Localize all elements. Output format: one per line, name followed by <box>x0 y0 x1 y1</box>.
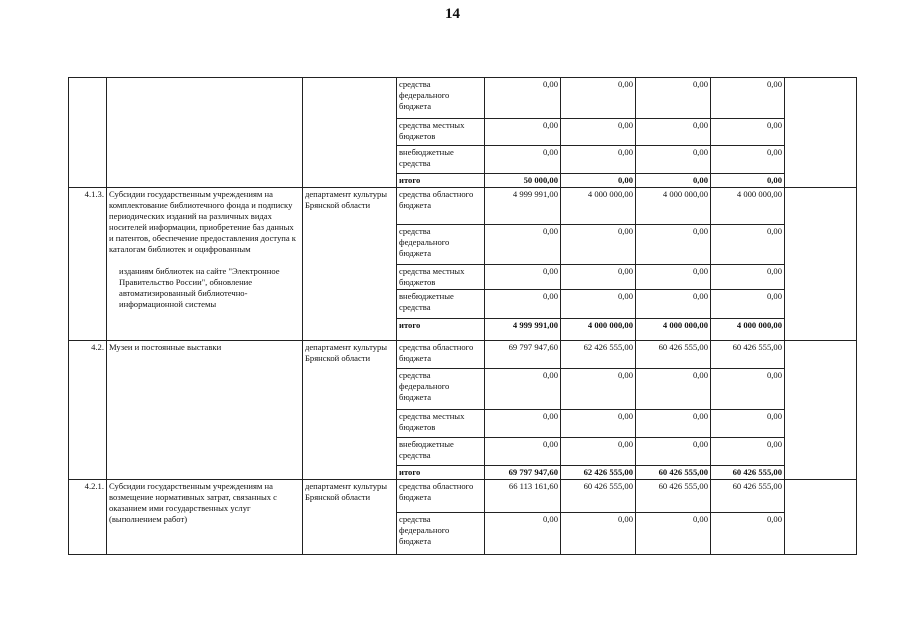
budget-table <box>68 77 857 555</box>
value-cell: 0,00 <box>636 146 711 174</box>
source-label: средства федерального бюджета <box>397 78 485 119</box>
value-cell: 0,00 <box>636 225 711 265</box>
item-name-part2: изданиям библиотек на сайте "Электронное Правительство России", обновление автоматизированный библиотечно-информационной системы <box>119 266 280 309</box>
value-cell: 0,00 <box>485 369 561 410</box>
table-row <box>69 78 857 119</box>
source-label: средства областного бюджета <box>397 188 485 225</box>
value-cell: 0,00 <box>711 513 785 555</box>
value-cell: 4 000 000,00 <box>636 319 711 341</box>
value-cell: 0,00 <box>711 78 785 119</box>
value-cell: 0,00 <box>485 78 561 119</box>
table-row <box>69 341 857 369</box>
value-cell: 0,00 <box>561 410 636 438</box>
value-cell: 60 426 555,00 <box>636 466 711 480</box>
value-cell: 0,00 <box>711 410 785 438</box>
value-cell: 4 999 991,00 <box>485 188 561 225</box>
value-cell: 0,00 <box>711 265 785 290</box>
item-number-cell <box>69 78 107 188</box>
value-cell: 60 426 555,00 <box>636 480 711 513</box>
value-cell: 60 426 555,00 <box>711 341 785 369</box>
executor: департамент культуры Брянской области <box>303 341 397 480</box>
source-label: средства местных бюджетов <box>397 410 485 438</box>
value-cell: 0,00 <box>636 265 711 290</box>
value-cell: 0,00 <box>561 290 636 319</box>
value-cell: 0,00 <box>561 369 636 410</box>
source-label: средства федерального бюджета <box>397 225 485 265</box>
table-row <box>69 188 857 225</box>
value-cell: 0,00 <box>636 119 711 146</box>
value-cell: 0,00 <box>561 174 636 188</box>
executor: департамент культуры Брянской области <box>303 188 397 341</box>
value-cell: 69 797 947,60 <box>485 466 561 480</box>
empty-cell <box>785 78 857 188</box>
item-number: 4.2. <box>69 341 107 480</box>
value-cell: 4 000 000,00 <box>561 319 636 341</box>
item-name: Субсидии государственным учреждениям на возмещение нормативных затрат, связанных с оказанием ими государственных услуг (выполнением работ) <box>107 480 303 555</box>
value-cell: 0,00 <box>561 78 636 119</box>
source-label: итого <box>397 466 485 480</box>
executor-cell <box>303 78 397 188</box>
value-cell: 4 000 000,00 <box>561 188 636 225</box>
value-cell: 62 426 555,00 <box>561 466 636 480</box>
value-cell: 66 113 161,60 <box>485 480 561 513</box>
value-cell: 0,00 <box>711 290 785 319</box>
source-label: внебюджетные средства <box>397 290 485 319</box>
value-cell: 0,00 <box>485 265 561 290</box>
value-cell: 60 426 555,00 <box>561 480 636 513</box>
value-cell: 0,00 <box>561 438 636 466</box>
empty-cell <box>785 341 857 480</box>
table-row <box>69 480 857 513</box>
item-number: 4.2.1. <box>69 480 107 555</box>
source-label: средства местных бюджетов <box>397 265 485 290</box>
value-cell: 0,00 <box>485 438 561 466</box>
value-cell: 0,00 <box>636 174 711 188</box>
executor: департамент культуры Брянской области <box>303 480 397 555</box>
value-cell: 0,00 <box>485 513 561 555</box>
value-cell: 0,00 <box>636 290 711 319</box>
value-cell: 0,00 <box>711 146 785 174</box>
value-cell: 0,00 <box>561 146 636 174</box>
value-cell: 0,00 <box>636 369 711 410</box>
value-cell: 4 000 000,00 <box>636 188 711 225</box>
value-cell: 0,00 <box>636 513 711 555</box>
value-cell: 0,00 <box>711 369 785 410</box>
value-cell: 0,00 <box>485 410 561 438</box>
value-cell: 0,00 <box>485 146 561 174</box>
value-cell: 0,00 <box>561 119 636 146</box>
value-cell: 50 000,00 <box>485 174 561 188</box>
item-name-cell <box>107 78 303 188</box>
value-cell: 0,00 <box>561 265 636 290</box>
value-cell: 62 426 555,00 <box>561 341 636 369</box>
value-cell: 4 000 000,00 <box>711 188 785 225</box>
page-number: 14 <box>445 6 460 22</box>
empty-cell <box>785 480 857 555</box>
value-cell: 60 426 555,00 <box>711 466 785 480</box>
source-label: внебюджетные средства <box>397 438 485 466</box>
source-label: итого <box>397 319 485 341</box>
empty-cell <box>785 188 857 341</box>
value-cell: 60 426 555,00 <box>711 480 785 513</box>
value-cell: 0,00 <box>485 119 561 146</box>
value-cell: 0,00 <box>711 225 785 265</box>
value-cell: 69 797 947,60 <box>485 341 561 369</box>
value-cell: 0,00 <box>636 438 711 466</box>
value-cell: 0,00 <box>711 174 785 188</box>
item-name-part1: Субсидии государственным учреждениям на комплектование библиотечного фонда и подписку периодических изданий на различных видах носителей информации, приобретение баз данных и патентов, обеспечение предоставления доступа к каталогам библиотек и оцифрованным <box>109 189 296 254</box>
source-label: средства областного бюджета <box>397 341 485 369</box>
value-cell: 0,00 <box>561 225 636 265</box>
value-cell: 0,00 <box>485 225 561 265</box>
value-cell: 0,00 <box>636 410 711 438</box>
source-label: внебюджетные средства <box>397 146 485 174</box>
source-label: средства федерального бюджета <box>397 513 485 555</box>
value-cell: 0,00 <box>711 438 785 466</box>
source-label: средства областного бюджета <box>397 480 485 513</box>
value-cell: 0,00 <box>636 78 711 119</box>
value-cell: 0,00 <box>561 513 636 555</box>
source-label: средства местных бюджетов <box>397 119 485 146</box>
value-cell: 4 999 991,00 <box>485 319 561 341</box>
value-cell: 0,00 <box>485 290 561 319</box>
source-label: средства федерального бюджета <box>397 369 485 410</box>
source-label: итого <box>397 174 485 188</box>
item-name <box>107 188 303 341</box>
item-number: 4.1.3. <box>69 188 107 341</box>
value-cell: 4 000 000,00 <box>711 319 785 341</box>
value-cell: 60 426 555,00 <box>636 341 711 369</box>
value-cell: 0,00 <box>711 119 785 146</box>
item-name: Музеи и постоянные выставки <box>107 341 303 480</box>
